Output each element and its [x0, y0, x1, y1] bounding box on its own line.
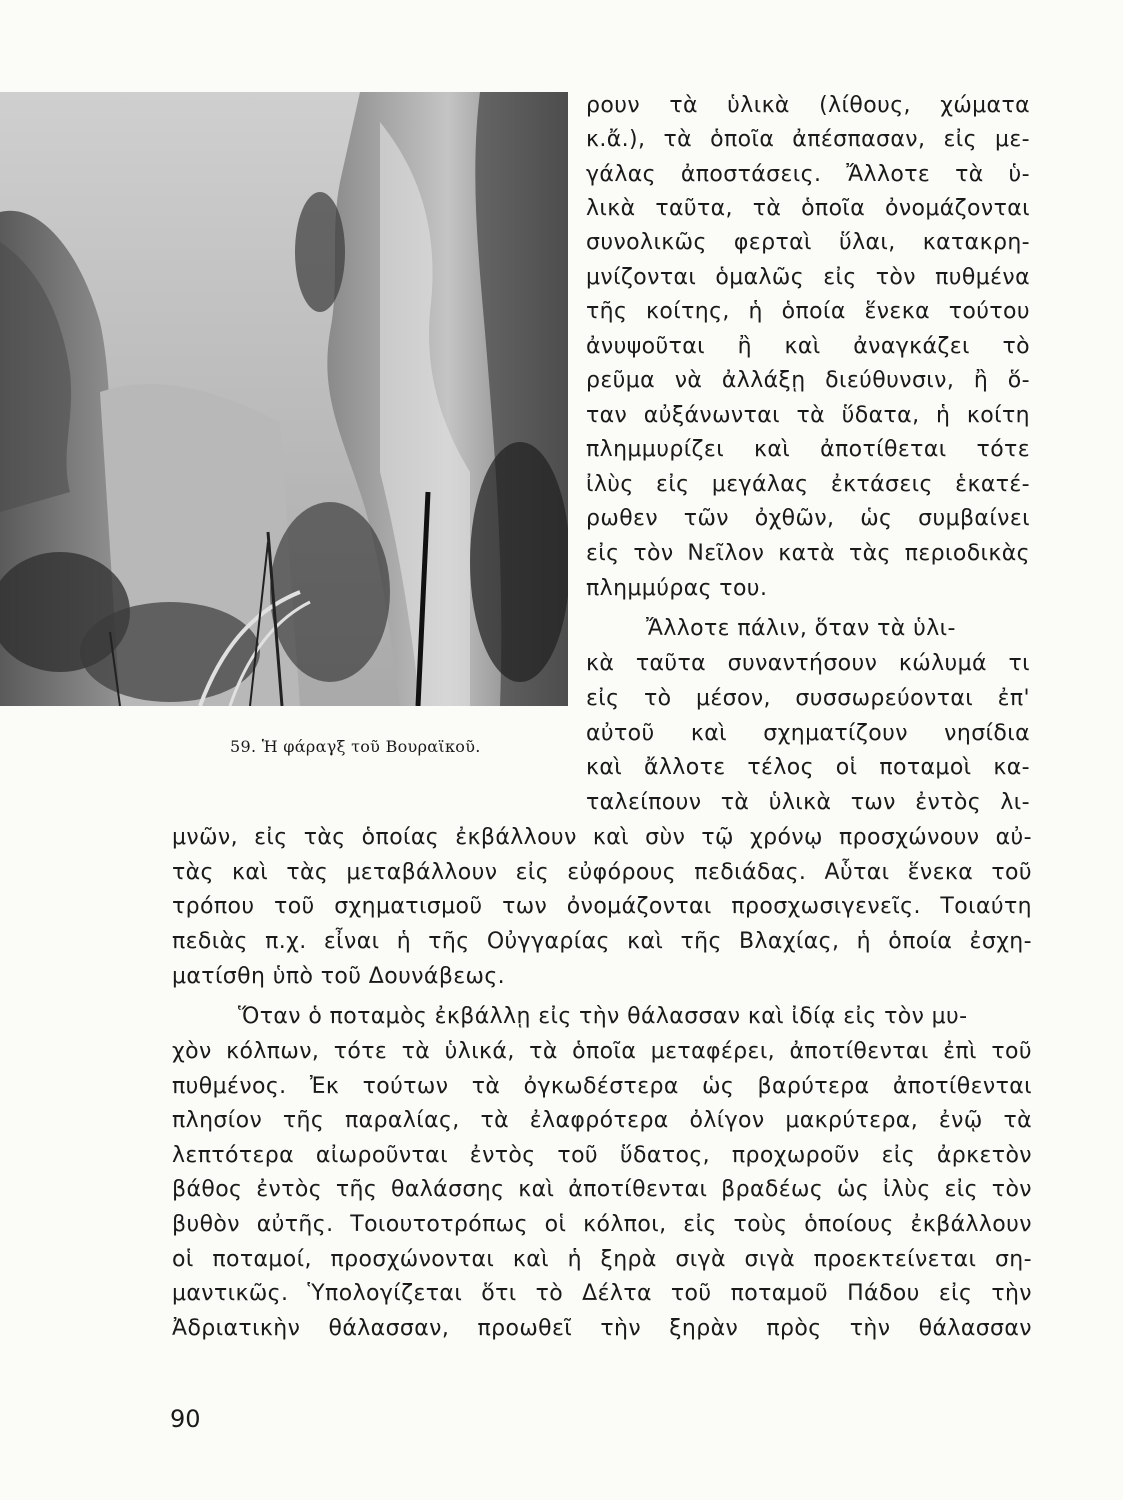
text-line: Ἀδριατικὴν θάλασσαν, προωθεῖ τὴν ξηρὰν πρὸς τὴν θάλασσαν	[172, 1316, 1032, 1341]
text-line: Ὅταν ὁ ποταμὸς ἐκβάλλῃ εἰς τὴν θάλασσαν καὶ ἰδίᾳ εἰς τὸν μυ-	[238, 1004, 968, 1029]
text-line: ρουν τὰ ὑλικὰ (λίθους, χώματα	[586, 93, 1030, 118]
text-line: λικὰ ταῦτα, τὰ ὁποῖα ὀνομάζονται	[586, 196, 1030, 221]
gorge-photograph	[0, 92, 568, 706]
figure-caption: 59. Ἡ φάραγξ τοῦ Βουραϊκοῦ.	[230, 737, 481, 756]
text-line: ματίσθη ὑπὸ τοῦ Δουνάβεως.	[172, 964, 506, 989]
text-line: πλημμύρας του.	[586, 576, 768, 601]
text-line: τῆς κοίτης, ἡ ὁποία ἕνεκα τούτου	[586, 299, 1030, 324]
text-line: εἰς τὸ μέσον, συσσωρεύονται ἐπ'	[586, 686, 1030, 711]
text-line: κ.ἄ.), τὰ ὁποῖα ἀπέσπασαν, εἰς με-	[586, 127, 1030, 152]
text-line: τρόπου τοῦ σχηματισμοῦ των ὀνομάζονται προσχωσιγενεῖς. Τοιαύτη	[172, 894, 1032, 919]
text-line: γάλας ἀποστάσεις. Ἄλλοτε τὰ ὑ-	[586, 162, 1030, 187]
text-line: μνίζονται ὁμαλῶς εἰς τὸν πυθμένα	[586, 265, 1030, 290]
page-number: 90	[170, 1405, 201, 1433]
text-line: ρωθεν τῶν ὀχθῶν, ὡς συμβαίνει	[586, 506, 1030, 531]
text-line: Ἄλλοτε πάλιν, ὅταν τὰ ὑλι-	[646, 616, 956, 641]
text-line: πλησίον τῆς παραλίας, τὰ ἐλαφρότερα ὀλίγον μακρύτερα, ἐνῷ τὰ	[172, 1108, 1032, 1133]
text-line: συνολικῶς φερταὶ ὕλαι, κατακρη-	[586, 230, 1030, 255]
text-line: ἰλὺς εἰς μεγάλας ἐκτάσεις ἑκατέ-	[586, 472, 1030, 497]
text-line: ἀνυψοῦται ἢ καὶ ἀναγκάζει τὸ	[586, 334, 1030, 359]
text-line: μνῶν, εἰς τὰς ὁποίας ἐκβάλλουν καὶ σὺν τῷ χρόνῳ προσχώνουν αὐ-	[172, 825, 1032, 850]
text-line: ταλείπουν τὰ ὑλικὰ των ἐντὸς λι-	[586, 790, 1030, 815]
text-line: εἰς τὸν Νεῖλον κατὰ τὰς περιοδικὰς	[586, 541, 1030, 566]
text-line: πυθμένος. Ἐκ τούτων τὰ ὀγκωδέστερα ὡς βαρύτερα ἀποτίθενται	[172, 1074, 1032, 1099]
text-line: χὸν κόλπων, τότε τὰ ὑλικά, τὰ ὁποῖα μεταφέρει, ἀποτίθενται ἐπὶ τοῦ	[172, 1039, 1032, 1064]
text-line: μαντικῶς. Ὑπολογίζεται ὅτι τὸ Δέλτα τοῦ ποταμοῦ Πάδου εἰς τὴν	[172, 1281, 1032, 1306]
text-line: ρεῦμα νὰ ἀλλάξῃ διεύθυνσιν, ἢ ὅ-	[586, 368, 1030, 393]
text-line: αὐτοῦ καὶ σχηματίζουν νησίδια	[586, 721, 1030, 746]
text-line: λεπτότερα αἰωροῦνται ἐντὸς τοῦ ὕδατος, προχωροῦν εἰς ἀρκετὸν	[172, 1143, 1032, 1168]
text-line: βάθος ἐντὸς τῆς θαλάσσης καὶ ἀποτίθενται βραδέως ὡς ἰλὺς εἰς τὸν	[172, 1177, 1032, 1202]
text-line: οἱ ποταμοί, προσχώνονται καὶ ἡ ξηρὰ σιγὰ σιγὰ προεκτείνεται ση-	[172, 1247, 1032, 1272]
text-line: πλημμυρίζει καὶ ἀποτίθεται τότε	[586, 437, 1030, 462]
text-line: τὰς καὶ τὰς μεταβάλλουν εἰς εὐφόρους πεδιάδας. Αὗται ἕνεκα τοῦ	[172, 860, 1032, 885]
text-line: ταν αὐξάνωνται τὰ ὕδατα, ἡ κοίτη	[586, 403, 1030, 428]
text-line: πεδιὰς π.χ. εἶναι ἡ τῆς Οὐγγαρίας καὶ τῆς Βλαχίας, ἡ ὁποία ἐσχη-	[172, 929, 1032, 954]
text-line: βυθὸν αὐτῆς. Τοιουτοτρόπως οἱ κόλποι, εἰς τοὺς ὁποίους ἐκβάλλουν	[172, 1212, 1032, 1237]
text-line: κὰ ταῦτα συναντήσουν κώλυμά τι	[586, 651, 1030, 676]
text-line: καὶ ἄλλοτε τέλος οἱ ποταμοὶ κα-	[586, 755, 1030, 780]
